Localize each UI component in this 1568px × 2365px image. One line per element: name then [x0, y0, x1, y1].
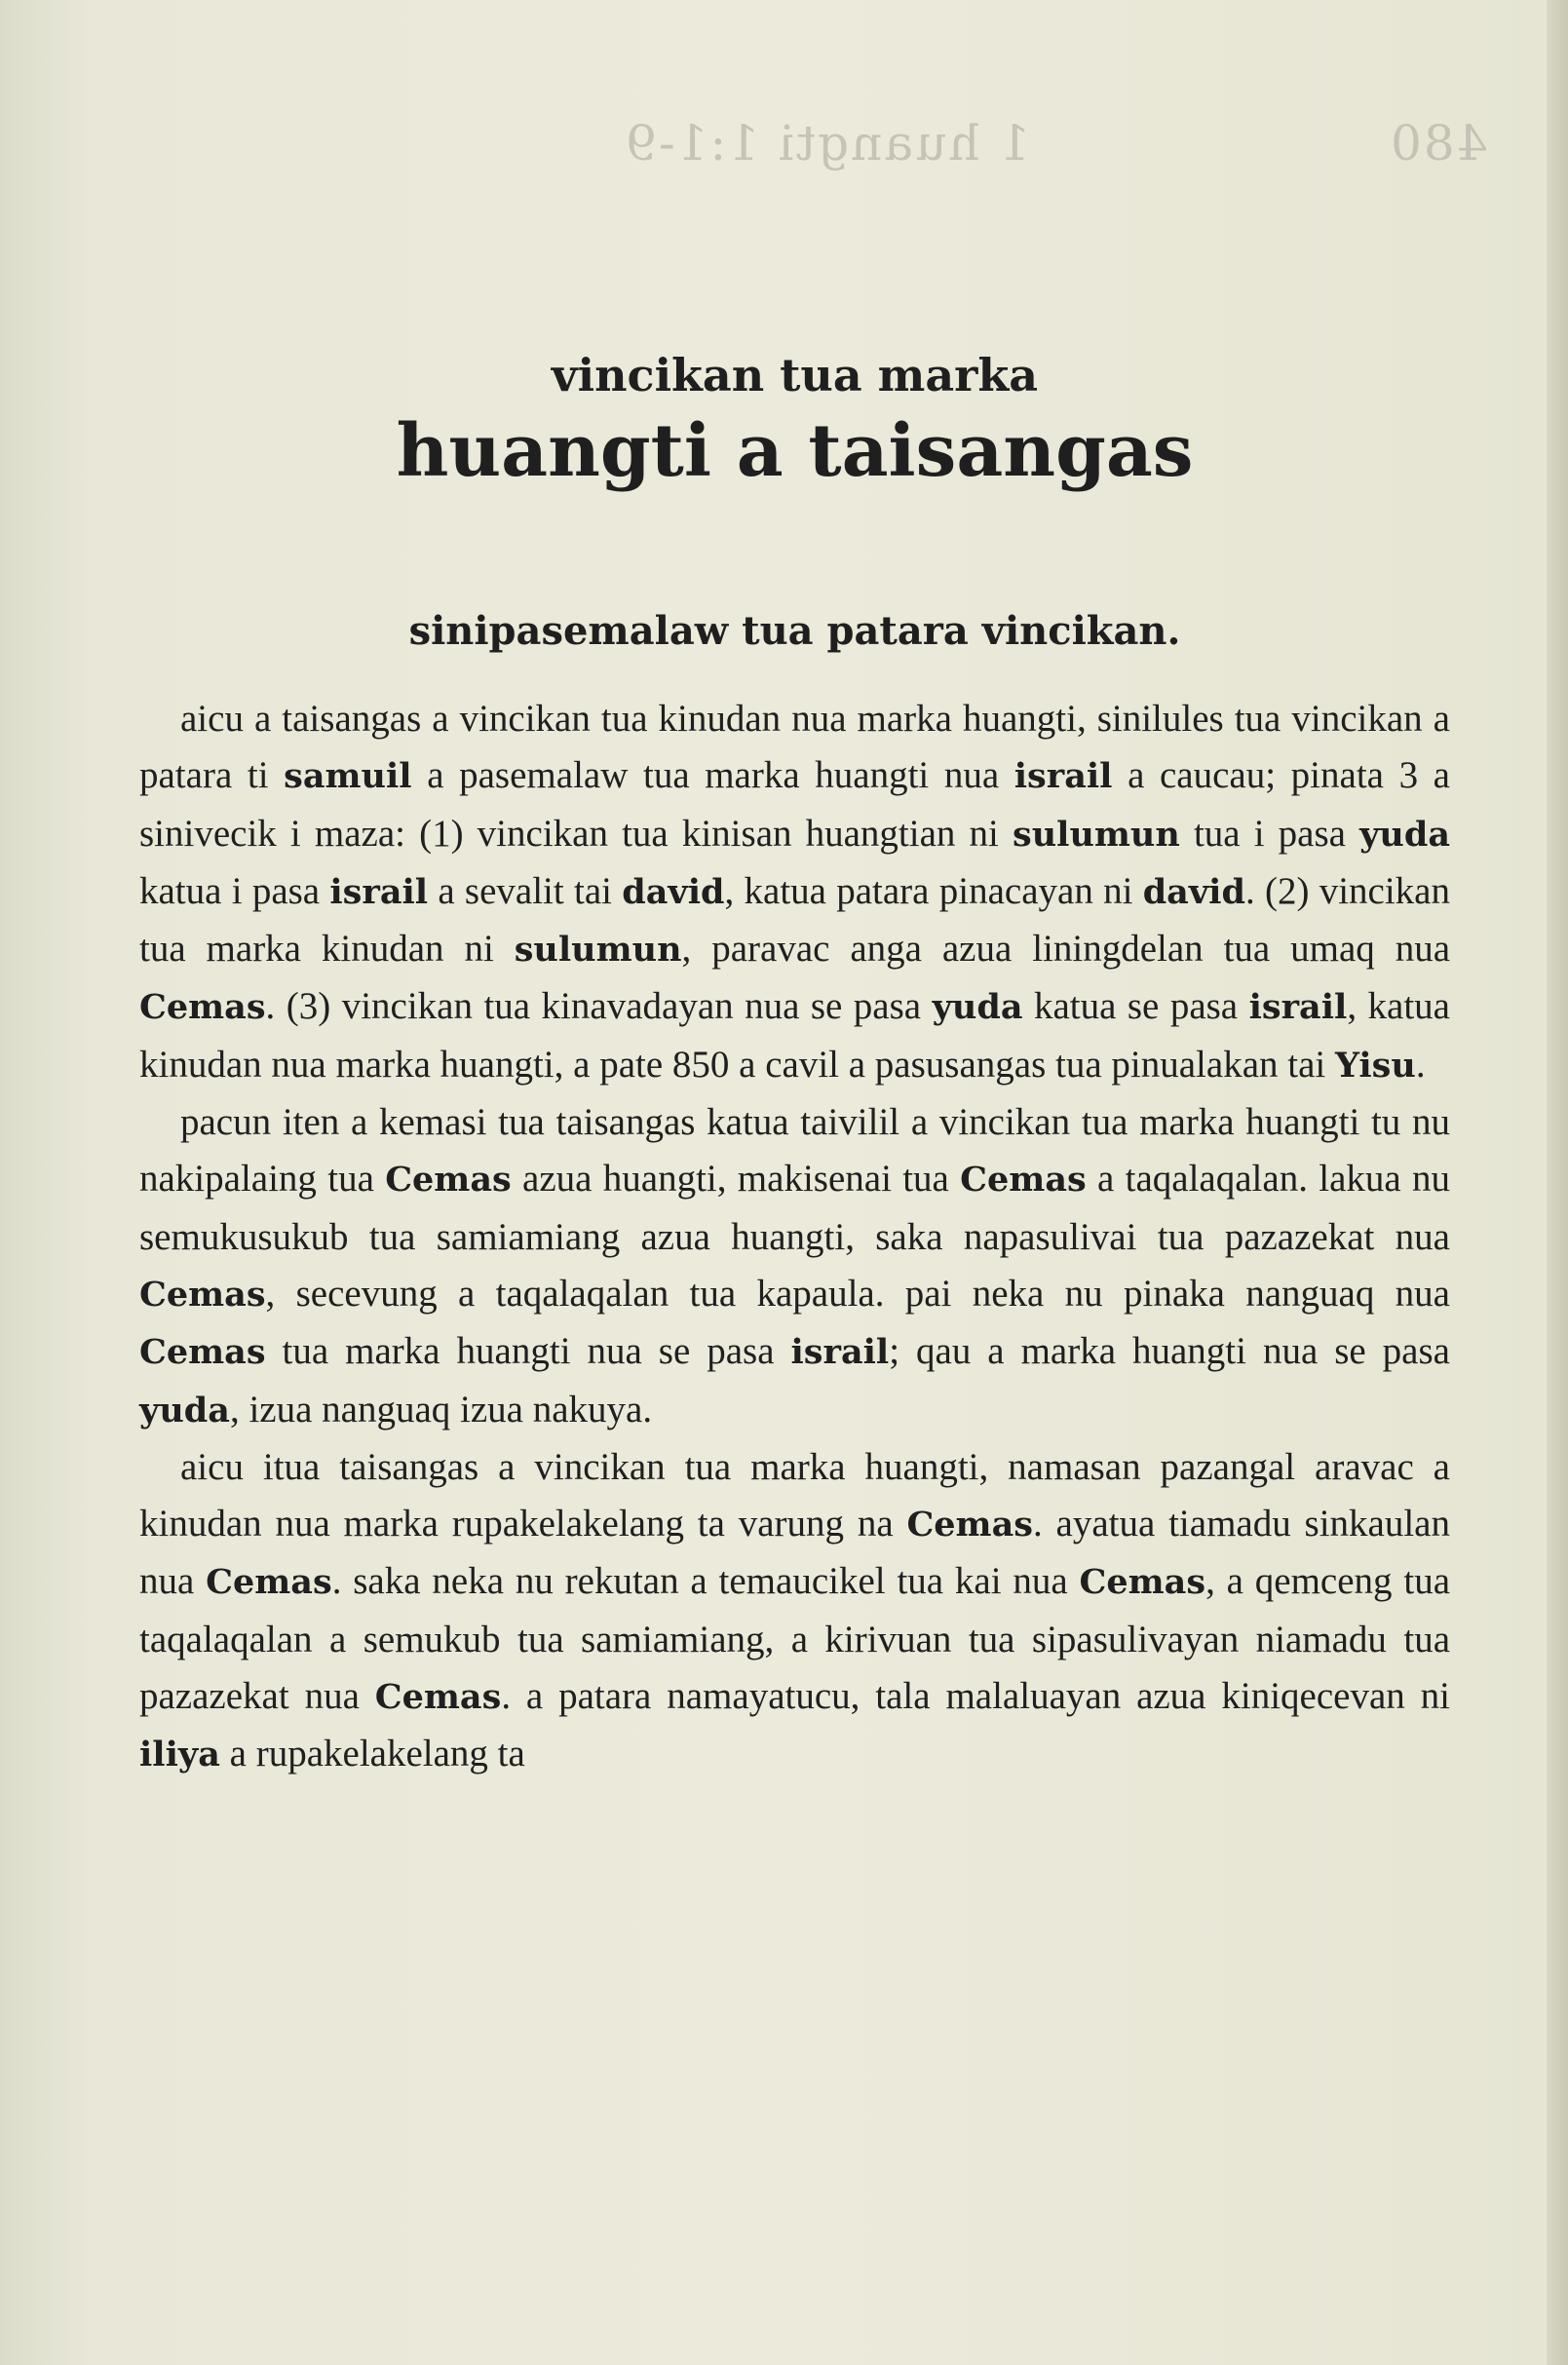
bold-name: samuil — [284, 756, 412, 797]
text-run: . saka neka nu rekutan a temaucikel tua kai nua — [331, 1560, 1080, 1603]
text-run: a rupakelakelang ta — [219, 1733, 525, 1775]
text-run: tua marka huangti nua se pasa — [265, 1330, 791, 1373]
text-run: tua i pasa — [1179, 812, 1360, 855]
bold-name: yuda — [139, 1390, 230, 1430]
text-run: aicu itua taisangas a vincikan tua marka huangti, namasan pazangal aravac a kinudan nua marka rupakelakelang ta varung na — [139, 1445, 1450, 1545]
text-run: a pasemalaw tua marka huangti nua — [411, 754, 1014, 797]
text-run: katua se pasa — [1022, 985, 1249, 1028]
bold-name: Cemas — [374, 1677, 502, 1718]
text-run: , katua kinudan nua marka huangti, a pate 850 a cavil a pasusangas tua pinualakan tai — [139, 985, 1450, 1086]
paragraph-2 — [139, 1094, 1450, 1439]
bold-name: israil — [790, 1332, 890, 1373]
bold-name: Cemas — [385, 1160, 512, 1201]
text-run: , a qemceng tua taqalaqalan a semukub tua samiamiang, a kirivuan tua sipasulivayan niamadu tua pazazekat nua — [139, 1560, 1450, 1718]
text-run: , secevung a taqalaqalan tua kapaula. pai neka nu pinaka nanguaq nua — [265, 1272, 1450, 1315]
text-run: , katua patara pinacayan ni — [724, 869, 1143, 912]
text-run: azua huangti, makisenai tua — [511, 1158, 961, 1201]
show-through-page-number: 480 — [1389, 115, 1488, 172]
bold-name: Yisu — [1335, 1045, 1416, 1086]
bold-name: sulumun — [1013, 814, 1180, 855]
text-run: a taqalaqalan. lakua nu semukusukub tua samiamiang azua huangti, saka napasulivai tua pazazekat nua — [139, 1158, 1450, 1258]
bold-name: iliya — [139, 1735, 220, 1775]
text-run: a caucau; pinata 3 a sinivecik i maza: (1) vincikan tua kinisan huangtian ni — [139, 754, 1450, 855]
text-run: . ayatua tiamadu sinkaulan nua — [139, 1503, 1450, 1603]
bold-name: Cemas — [139, 987, 266, 1028]
bold-name: israil — [1013, 756, 1113, 797]
text-run: . (2) vincikan tua marka kinudan ni — [139, 869, 1450, 971]
bold-name: israil — [329, 871, 429, 912]
bold-name: yuda — [932, 987, 1023, 1028]
text-run: , izua nanguaq izua nakuya. — [229, 1388, 653, 1430]
text-run: , paravac anga azua liningdelan tua umaq nua — [681, 928, 1451, 971]
text-run: . a patara namayatucu, tala malaluayan azua kiniqecevan ni — [501, 1675, 1450, 1718]
bold-name: Cemas — [1079, 1562, 1206, 1603]
paragraph-3 — [139, 1439, 1450, 1784]
bold-name: Cemas — [139, 1274, 266, 1315]
text-run: aicu a taisangas a vincikan tua kinudan nua marka huangti, sinilules tua vincikan a patara ti — [139, 697, 1450, 797]
bold-name: Cemas — [906, 1505, 1033, 1545]
chapter-title-line-2: huangti a taisangas — [396, 408, 1194, 493]
page-content — [139, 351, 1450, 1784]
text-run: . (3) vincikan tua kinavadayan nua se pasa — [265, 985, 933, 1028]
bold-name: Cemas — [960, 1160, 1087, 1201]
text-run: a sevalit tai — [428, 869, 623, 912]
text-run: katua i pasa — [139, 869, 330, 912]
bold-name: Cemas — [139, 1332, 266, 1373]
bold-name: sulumun — [514, 930, 682, 971]
text-run: ; qau a marka huangti nua se pasa — [889, 1330, 1450, 1373]
bold-name: david — [622, 871, 725, 912]
bold-name: david — [1142, 871, 1245, 912]
chapter-title-line-1: vincikan tua marka — [551, 349, 1039, 401]
bold-name: yuda — [1359, 814, 1451, 855]
text-run: . — [1415, 1043, 1426, 1086]
bold-name: Cemas — [206, 1562, 332, 1603]
section-subtitle: sinipasemalaw tua patara vincikan. — [408, 607, 1181, 654]
page-spine-shadow — [1547, 0, 1568, 2365]
text-run: pacun iten a kemasi tua taisangas katua taivilil a vincikan tua marka huangti tu nu nakipalaing tua — [139, 1101, 1450, 1201]
show-through-header: 1 huangti 1:1-9 — [624, 115, 1031, 172]
bold-name: israil — [1248, 987, 1348, 1028]
paragraph-1 — [139, 691, 1450, 1094]
